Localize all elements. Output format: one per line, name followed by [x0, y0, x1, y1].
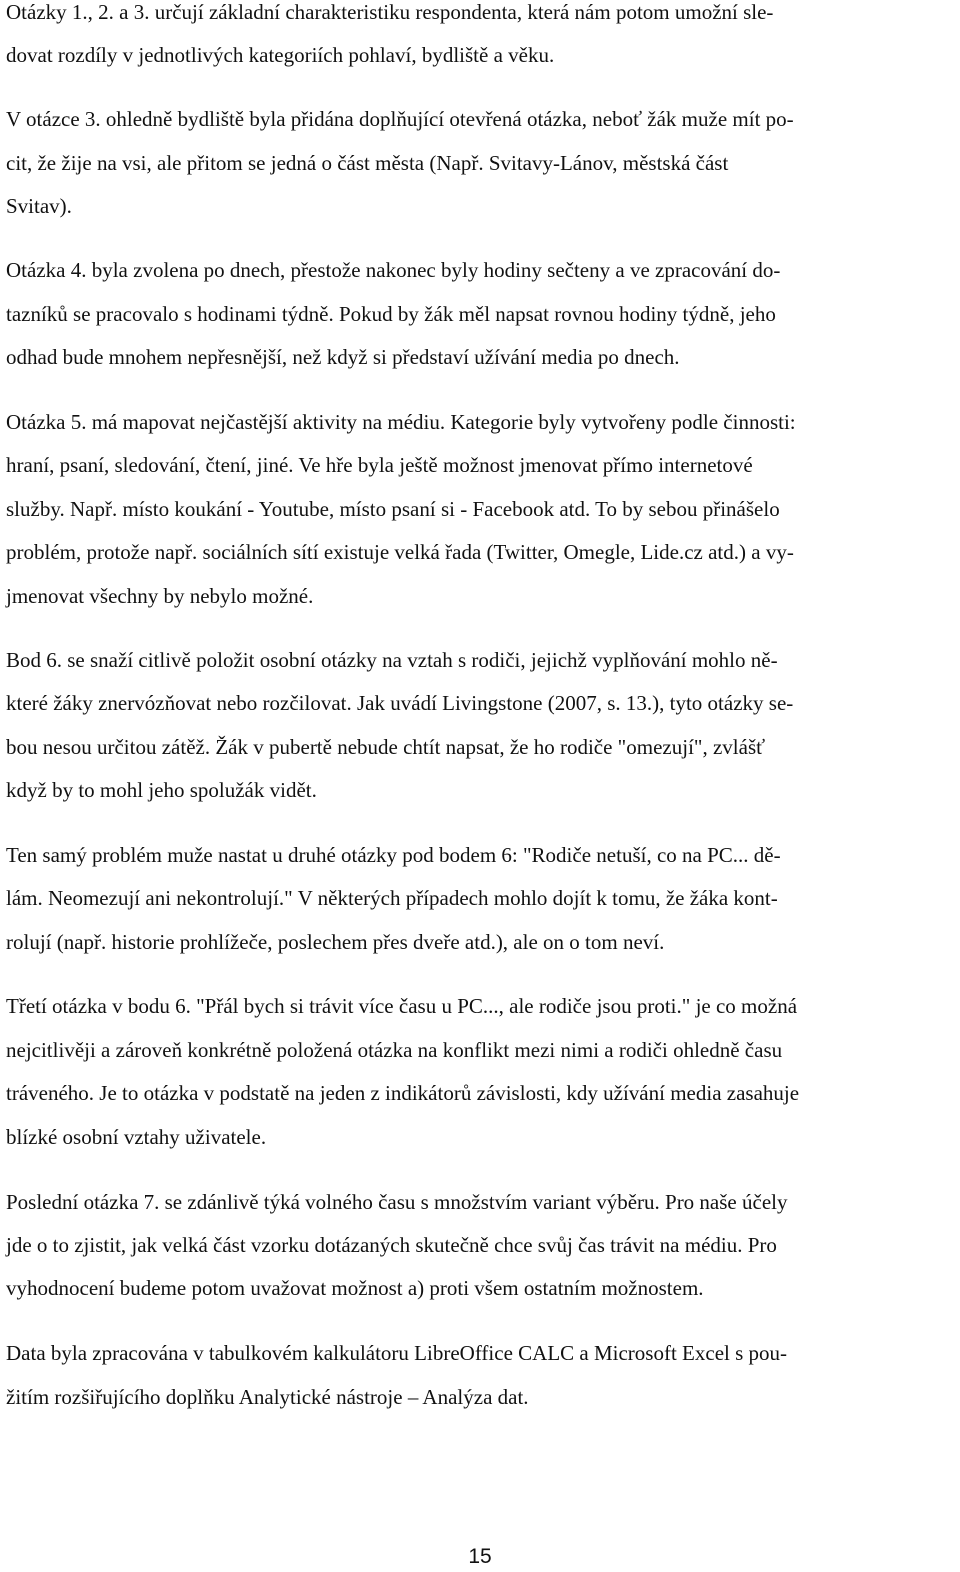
text-line: Otázky 1., 2. a 3. určují základní charakteristiku respondenta, která nám potom umožní sle- [6, 0, 774, 24]
text-line: když by to mohl jeho spolužák vidět. [6, 778, 317, 802]
text-line: Třetí otázka v bodu 6. "Přál bych si trávit více času u PC..., ale rodiče jsou proti." je co možná [6, 994, 798, 1018]
text-line: blízké osobní vztahy uživatele. [6, 1125, 267, 1149]
text-line: žitím rozšiřujícího doplňku Analytické nástroje – Analýza dat. [6, 1385, 529, 1409]
text-line: problém, protože např. sociálních sítí existuje velká řada (Twitter, Omegle, Lide.cz atd.) a vy- [6, 540, 794, 564]
text-line: Svitav). [6, 194, 72, 218]
text-line: Otázka 4. byla zvolena po dnech, přestože nakonec byly hodiny sečteny a ve zpracování do- [6, 258, 781, 282]
text-line: V otázce 3. ohledně bydliště byla přidána doplňující otevřená otázka, neboť žák muže mít po- [6, 107, 794, 131]
text-line: rolují (např. historie prohlížeče, poslechem přes dveře atd.), ale on o tom neví. [6, 930, 665, 954]
text-line: bou nesou určitou zátěž. Žák v pubertě nebude chtít napsat, že ho rodiče "omezují", zvlášť [6, 735, 766, 759]
text-line: hraní, psaní, sledování, čtení, jiné. Ve hře byla ještě možnost jmenovat přímo internetové [6, 453, 753, 477]
text-line: Poslední otázka 7. se zdánlivě týká volného času s množstvím variant výběru. Pro naše účely [6, 1190, 788, 1214]
text-line: nejcitlivěji a zároveň konkrétně položená otázka na konflikt mezi nimi a rodiči ohledně času [6, 1038, 783, 1062]
text-line: tazníků se pracovalo s hodinami týdně. Pokud by žák měl napsat rovnou hodiny týdně, jeho [6, 302, 776, 326]
text-line: tráveného. Je to otázka v podstatě na jeden z indikátorů závislosti, kdy užívání media zasahuje [6, 1081, 800, 1105]
text-line: jmenovat všechny by nebylo možné. [6, 584, 314, 608]
text-line: vyhodnocení budeme potom uvažovat možnost a) proti všem ostatním možnostem. [6, 1276, 704, 1300]
text-line: služby. Např. místo koukání - Youtube, místo psaní si - Facebook atd. To by sebou přinášelo [6, 497, 780, 521]
text-line: lám. Neomezují ani nekontrolují." V některých případech mohlo dojít k tomu, že žáka kont- [6, 886, 778, 910]
text-line: odhad bude mnohem nepřesnější, než když si představí užívání media po dnech. [6, 345, 680, 369]
page-number: 15 [468, 1545, 492, 1568]
text-line: Data byla zpracována v tabulkovém kalkulátoru LibreOffice CALC a Microsoft Excel s pou- [6, 1341, 788, 1365]
text-line: které žáky znervózňovat nebo rozčilovat. Jak uvádí Livingstone (2007, s. 13.), tyto otázky se- [6, 691, 794, 715]
text-line: cit, že žije na vsi, ale přitom se jedná o část města (Např. Svitavy-Lánov, městská část [6, 151, 729, 175]
text-line: jde o to zjistit, jak velká část vzorku dotázaných skutečně chce svůj čas trávit na médiu. Pro [6, 1233, 777, 1257]
text-line: Bod 6. se snaží citlivě položit osobní otázky na vztah s rodiči, jejichž vyplňování mohlo ně- [6, 648, 778, 672]
text-line: dovat rozdíly v jednotlivých kategoriích pohlaví, bydliště a věku. [6, 43, 555, 67]
text-line: Otázka 5. má mapovat nejčastější aktivity na médiu. Kategorie byly vytvořeny podle činnosti: [6, 410, 796, 434]
text-line: Ten samý problém muže nastat u druhé otázky pod bodem 6: "Rodiče netuší, co na PC... dě- [6, 843, 781, 867]
